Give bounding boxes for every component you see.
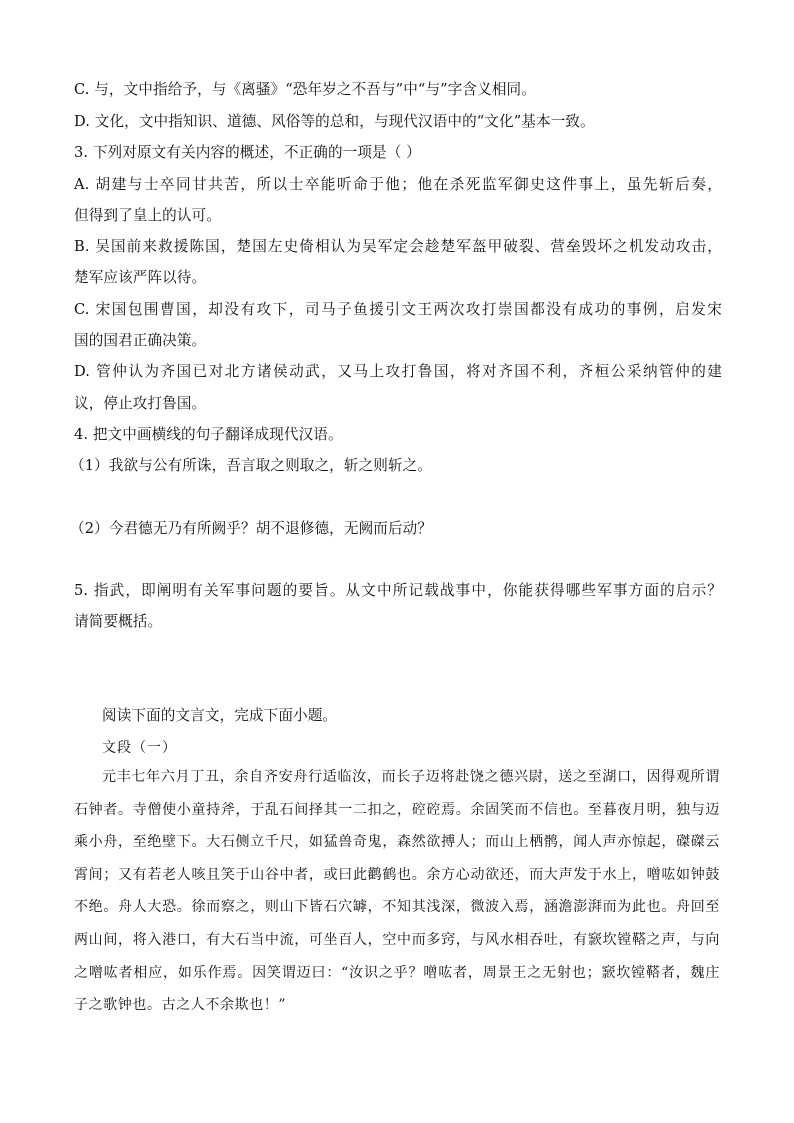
question-5-line1: 5. 指武，即阐明有关军事问题的要旨。从文中所记载战事中，你能获得哪些军事方面的启示？ <box>74 582 722 599</box>
question-3-option-d-line2: 议，停止攻打鲁国。 <box>74 395 207 412</box>
question-5-line2: 请简要概括。 <box>74 613 163 630</box>
question-4-item-2: （2）今君德无乃有所阙乎？胡不退修德，无阙而后动？ <box>70 520 433 537</box>
reading-intro: 阅读下面的文言文，完成下面小题。 <box>102 707 338 724</box>
question-3-option-d-line1: D. 管仲认为齐国已对北方诸侯动武，又马上攻打鲁国，将对齐国不利，齐桓公采纳管仲的建 <box>74 363 722 380</box>
question-3-option-a-line1: A. 胡建与士卒同甘共苦，所以士卒能听命于他；他在杀死监军御史这件事上，虽先斩后奏， <box>74 176 722 193</box>
section-title: 文段（一） <box>102 740 177 756</box>
option-d-line: D. 文化，文中指知识、道德、风俗等的总和，与现代汉语中的“文化”基本一致。 <box>74 113 595 130</box>
question-4-stem: 4. 把文中画横线的句子翻译成现代汉语。 <box>74 426 343 443</box>
question-3-option-b-line1: B. 吴国前来救援陈国，楚国左史倚相认为吴军定会趁楚军盔甲破裂、营垒毁坏之机发动攻击， <box>74 238 722 255</box>
question-3-option-a-line2: 但得到了皇上的认可。 <box>74 207 221 224</box>
question-4-item-1: （1）我欲与公有所诛，吾言取之则取之，斩之则斩之。 <box>70 457 433 474</box>
question-3-stem: 3. 下列对原文有关内容的概述，不正确的一项是（ ） <box>74 144 421 161</box>
question-3-option-b-line2: 楚军应该严阵以待。 <box>74 269 207 286</box>
question-3-option-c-line2: 国的国君正确决策。 <box>74 332 207 349</box>
option-c-line: C. 与，文中指给予，与《离骚》“恐年岁之不吾与”中“与”字含义相同。 <box>74 81 536 98</box>
classical-passage: 元丰七年六月丁丑，余自齐安舟行适临汝，而长子迈将赴饶之德兴尉，送之至湖口，因得观所谓石钟者。寺僧使小童持斧，于乱石间择其一二扣之，硿硿焉。余固笑而不信也。至暮夜月明，独与迈乘小舟，至绝壁下。大石侧立千尺，如猛兽奇鬼，森然欲搏人；而山上栖鹘，闻人声亦惊起，磔磔云霄间；又有若老人咳且笑于山谷中者，或曰此鹳鹤也。余方心动欲还，而大声发于水上，噌吰如钟鼓不绝。舟人大恐。徐而察之，则山下皆石穴罅，不知其浅深，微波入焉，涵澹澎湃而为此也。舟回至两山间，将入港口，有大石当中流，可坐百人，空中而多窍，与风水相吞吐，有窾坎镗鞳之声，与向之噌吰者相应，如乐作焉。因笑谓迈曰：“汝识之乎？噌吰者，周景王之无射也；窾坎镗鞳者，魏庄子之歌钟也。古之人不余欺也！” <box>74 769 720 1014</box>
question-3-option-c-line1: C. 宋国包围曹国，却没有攻下，司马子鱼援引文王两次攻打崇国都没有成功的事例，启发宋 <box>74 301 722 318</box>
